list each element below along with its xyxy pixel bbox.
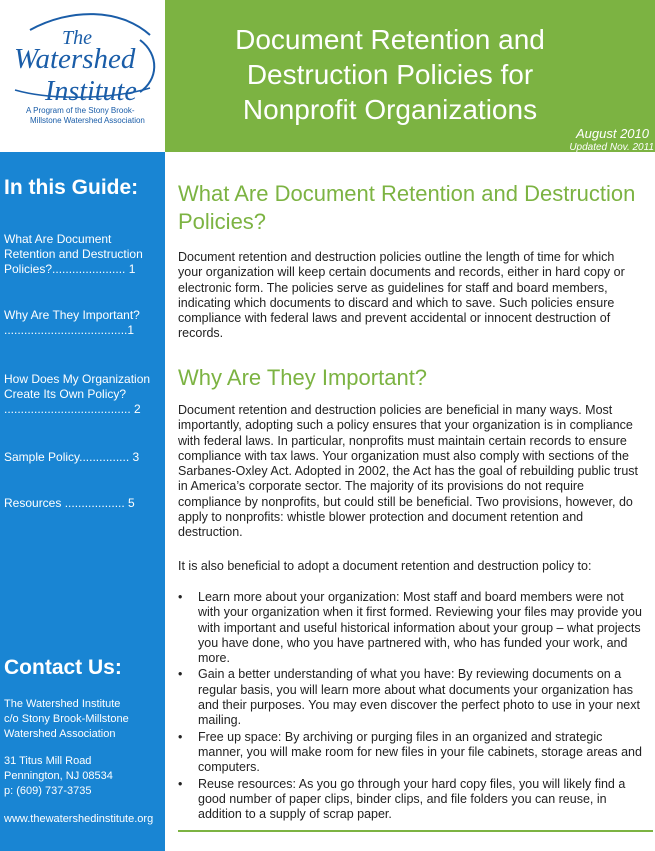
logo-text-the: The [62, 27, 92, 49]
logo [0, 0, 165, 152]
divider [178, 830, 653, 832]
title-line: Nonprofit Organizations [242, 94, 538, 125]
contact-org-line: c/o Stony Brook-Millstone [4, 713, 129, 725]
sidebar [0, 152, 165, 851]
title-line: Document Retention and [235, 24, 545, 55]
main-content [165, 152, 655, 851]
section-heading: What Are Document Retention and Destruction Policies? [178, 181, 636, 234]
paragraph: Document retention and destruction policies outline the length of time for which your organization will keep certain documents and records, either in hard copy or electronic form. The policies serve as guidelines for staff and board members, indicating which documents to discard and which to save. Such policies ensure compliance with federal laws and prevent accidental or innocent destruction of records. [178, 250, 625, 341]
list-item: • Free up space: By archiving or purging files in an organized and strategic manner, you will make room for new files in your file cabinets, storage areas and computers. [178, 730, 643, 776]
publication-date: August 2010 [575, 126, 649, 141]
toc-item[interactable]: Sample Policy............... 3 [4, 450, 140, 464]
logo-text-watershed: Watershed [14, 43, 136, 75]
contact-address-line: 31 Titus Mill Road [4, 755, 92, 767]
section-heading: Why Are They Important? [178, 365, 428, 390]
list-item: • Reuse resources: As you go through your hard copy files, you will likely find a good number of paper clips, binder clips, and file folders you can reuse, in addition to a supply of scrap paper. [178, 777, 643, 823]
logo-tagline-1: A Program of the Stony Brook- [26, 106, 135, 115]
contact-address-line: Pennington, NJ 08534 [4, 770, 113, 782]
contact-org-line: Watershed Association [4, 728, 116, 740]
toc-item[interactable]: How Does My Organization Create Its Own Policy? ...................................... 2 [4, 372, 151, 416]
contact-website-link[interactable]: www.thewatershedinstitute.org [4, 813, 154, 825]
benefits-list [178, 590, 643, 823]
contact-phone: p: (609) 737-3735 [4, 785, 92, 797]
contact-org-line: The Watershed Institute [4, 698, 121, 710]
document-title [165, 22, 615, 127]
toc-item[interactable]: Why Are They Important? .....................................1 [4, 308, 140, 337]
toc-item[interactable]: Resources .................. 5 [4, 496, 135, 510]
list-item: • Gain a better understanding of what you have: By reviewing documents on a regular basis, you will learn more about what documents your organization has and their purposes. You may even discover the perfect photo to use in your next mailing. [178, 667, 643, 728]
header-banner [165, 0, 655, 152]
logo-text-institute: Institute [45, 76, 137, 107]
contact-title: Contact Us: [4, 656, 122, 679]
watershed-logo-graphic [0, 0, 165, 152]
paragraph: Document retention and destruction policies are beneficial in many ways. Most importantly, adopting such a policy ensures that your organization is in compliance with federal laws. In particular, nonprofits must maintain certain records to ensure compliance with tax laws. Your organization must also comply with sections of the Sarbanes-Oxley Act. Adopted in 2002, the Act has the goal of rebuilding public trust in America’s corporate sector. The majority of its provisions do not require compliance by nonprofits, but could still be beneficial. Two provisions, however, do apply to nonprofits: whistle blower protection and document retention and destruction. [178, 403, 639, 540]
list-item: • Learn more about your organization: Most staff and board members were not with your organization when it first formed. Reviewing your files may provide you with important and useful historical information about your group – what projects you have done, who you have partnered with, who has funded your work, and more. [178, 590, 643, 666]
guide-title: In this Guide: [4, 176, 139, 199]
toc-item[interactable]: What Are Document Retention and Destruction Policies?...................... 1 [4, 232, 143, 276]
paragraph: It is also beneficial to adopt a document retention and destruction policy to: [178, 559, 592, 573]
title-line: Destruction Policies for [246, 59, 534, 90]
updated-date: Updated Nov. 2011 [569, 142, 654, 153]
logo-tagline-2: Millstone Watershed Association [30, 116, 145, 125]
